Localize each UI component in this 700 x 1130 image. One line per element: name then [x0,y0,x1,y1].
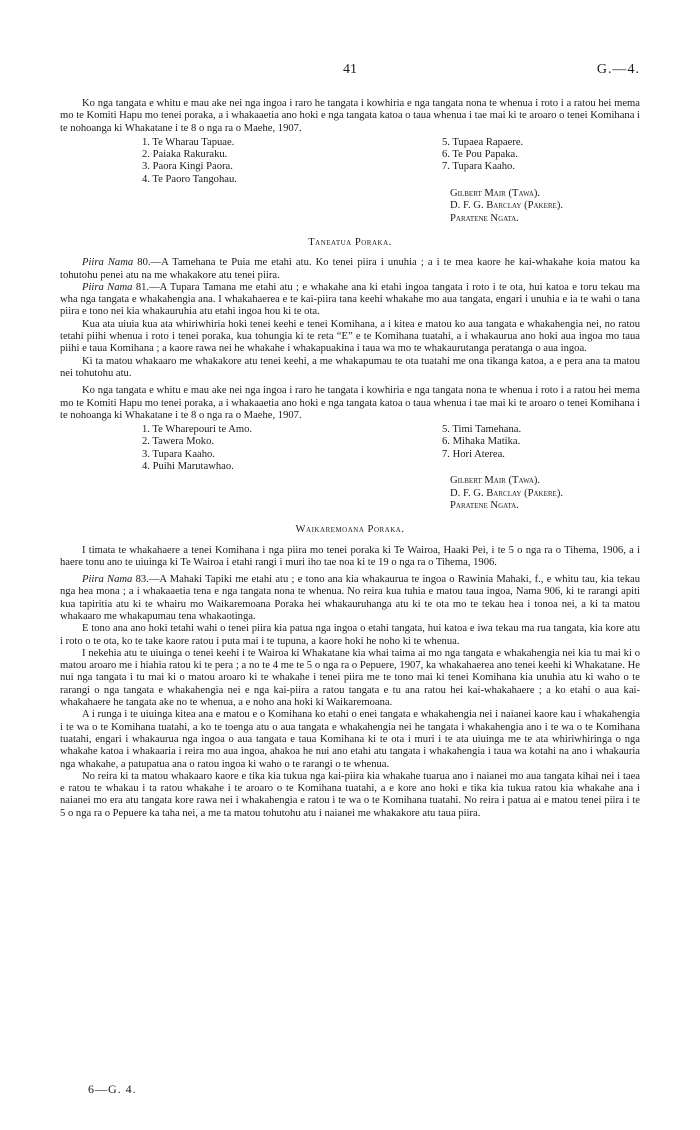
names-column-right [442,137,523,186]
section-heading: Waikaremoana Poraka. [295,524,405,536]
signature-line: Paratene Ngata. [450,212,519,224]
appeal-paragraph [60,574,640,623]
signature-line: Paratene Ngata. [450,499,519,511]
page-number: 41 [343,62,357,77]
list-item: 3. Paora Kingi Paora. [142,161,233,173]
signature-line: D. F. G. Barclay (Pakere). [450,487,564,499]
appeal-text: 81.—A Tupara Tamana me etahi atu ; e whakahe ana ki etahi ingoa tangata i roto i te ota, hui katoa e toru tekau ma wha nga tangata e whakahengia ana. I whakahaerea e te kai-piira tana keehi whakahe mo aua tangata, engari i unuhia e ia te wahi o tana piira e tono nei kia whakauruhia atu etahi ingoa hou ki te ota. [60,281,640,318]
committee-intro-paragraph: Ko nga tangata e whitu e mau ake nei nga ingoa i raro he tangata i kowhiria e nga tangata nona te whenua i roto i a ratou hei mema mo te Komiti Hapu mo tenei poraka, a i whakaaetia ano hoki e nga tangata katoa o taua whenua i tae mai ki te aroaro o tenei Komihana i te nohoanga ki Whakatane i te 8 o nga ra o Maehe, 1907. [60,385,640,421]
names-column-left [60,424,442,473]
appeal-text: 80.—A Tamehana te Puia me etahi atu. Ko tenei piira i unuhia ; a i te mea kaore he kai-whakahe koia matou ka tohutohu penei atu na me whakakore atu tenei piira. [60,257,640,281]
list-item: 7. Tupara Kaaho. [442,161,515,173]
list-item: 6. Mihaka Matika. [442,436,521,448]
body-paragraph: Kua ata uiuia kua ata whiriwhiria hoki tenei keehi e tenei Komihana, a i kitea e matou ko aua tangata e whakahengia nei, no ratou tetahi piihi whenua i roto i tenei poraka, kua tohungia ki te reta “E” e te Komihana tuatahi, a i whakaurua ano hoki aua ingoa mo taua piihi e taua Komihana ; a kaore rawa nei he whakahe i whakapuakina i taua wa mo te whakaurutanga peratanga o aua ingoa. [60,318,640,355]
signature-mark: 6—G. 4. [88,1082,137,1096]
list-item: 3. Tupara Kaaho. [142,448,215,460]
names-column-left [60,137,442,186]
section-heading: Taneatua Poraka. [308,236,392,248]
body-paragraph: I timata te whakahaere a tenei Komihana i nga piira mo tenei poraka ki Te Wairoa, Haaki Pei, i te 5 o nga ra o Tihema, 1906, a i haere tonu ano te uiuinga ki Te Wairoa i etahi rangi i muri iho tae noa ki te 19 o nga ra o Tihema, 1906. [60,544,640,568]
body-paragraph: A i runga i te uiuinga kitea ana e matou e o Komihana ko etahi o enei tangata e whakahengia nei i naianei kaore kau i whakahengia i te wa o te Komihana tuatahi, a ko te toenga atu o aua tangata e whakahengia nei he tangata i whakahengia ano i te wa o te Komihana tuatahi, engari i whakaurua nga ingoa o aua tangata e taua Komihana ki te ota i muri i te ata uiuinga me te ata whiriwhiringa o nga whakahe katoa i whakaaria i reira mo aua ingoa, ahakoa he nui ano etahi atu tangata i whakahengia i taua wa kotahi na ano i whakauria nga whakahe, a patupatua ana o ratou ingoa ki waho o te rarangi o te whenua. [60,709,640,770]
body-paragraph: I nekehia atu te uiuinga o tenei keehi i te Wairoa ki Whakatane kia whai taima ai mo nga tangata e whakahengia nei kia tu mai ki o matou aroaro me i hiahia ratou ki te pera ; a no te 4 me te 5 o nga ra o Pepuere, 1907, ka whakahaerea ano tenei keehi ki Whakatane. He nui nga tangata i tu mai ki o matou aroaro ki te whakahe i tenei piira me te tono mai ki tenei Komihana kia unuhia atu ki waho o te rarangi o nga tangata e whakahengia nei e nga kai-piira a ratou tangata e tu ana ratou hei kai-whakahaere ; a ko etahi o aua kai-whakahaere he tangata ake no te whenua, a e noho ana hoki ki Waikaremoana. [60,647,640,709]
list-item: 6. Te Pou Papaka. [442,149,518,161]
commissioner-signatures [450,188,640,225]
list-item: 1. Te Wharau Tapuae. [142,136,235,148]
committee-names [60,137,640,186]
list-item: 5. Tupaea Rapaere. [442,136,524,148]
names-column-right [442,424,521,473]
appeal-label: Piira Nama [82,574,133,586]
body-paragraph: Ki ta matou whakaaro me whakakore atu tenei keehi, a me whakapumau te ota tuatahi me ona tikanga katoa, a e pera ana ta matou nei tohutohu atu. [60,355,640,379]
list-item: 7. Hori Aterea. [442,448,505,460]
list-item: 4. Te Paoro Tangohau. [142,173,237,185]
signature-line: D. F. G. Barclay (Pakere). [450,200,564,212]
committee-names [60,424,640,473]
appeal-label: Piira Nama [82,257,134,269]
document-reference: G.—4. [596,62,640,77]
appeal-label: Piira Nama [82,281,133,293]
committee-intro-paragraph: Ko nga tangata e whitu e mau ake nei nga ingoa i raro he tangata i kowhiria e nga tangata nona te whenua i roto i a ratou hei mema mo te Komiti Hapu mo tenei poraka, a i whakaaetia ano hoki e nga tangata katoa o taua whenua i tae mai ki te aroaro o tenei Komihana i te nohoanga ki Whakatane i te 8 o nga ra o Maehe, 1907. [60,98,640,134]
list-item: 2. Paiaka Rakuraku. [142,149,228,161]
body-paragraph: No reira ki ta matou whakaaro kaore e tika kia tukua nga kai-piira kia whakahe tuarua ano i naianei mo aua tangata kihai nei i taea e ratou te whakau i ta ratou whakahe i te aroaro o te Komihana tuatahi, a e kore ano hoki e tika kia tukua ratou kia whakahe ana i naianei mo era atu tangata kore rawa nei i whakahengia e ratou i te wa o te Komihana tuatahi. No reira i patua ai e matou tenei piira i te 5 o nga ra o Pepuere ka taha nei, a me ta matou tohutohu atu i naianei me whakakore atu taua piira. [60,770,640,819]
page-body [60,98,640,820]
appeal-paragraph [60,282,640,319]
appeal-paragraph [60,257,640,282]
list-item: 1. Te Wharepouri te Amo. [142,424,253,436]
list-item: 4. Puihi Marutawhao. [142,461,234,473]
appeal-text: 83.—A Mahaki Tapiki me etahi atu ; e tono ana kia whakaurua te ingoa o Rawinia Mahaki, f., e whitu tau, kia tekau nga hea mona ; a i whakaaetia tena e nga tangata nona te whenua. No reira kua tuhia e matou taua ingoa, Nama 906, ki te rarangi apiti kua tapiritia atu ki te whairu mo Waikaremoana Poraka hei whakauruhanga atu ki te ota mo te tekau hea i tonoa nei, a ki ta matou whakaaro me whakapumau tena whakaotinga. [60,574,640,622]
list-item: 2. Tawera Moko. [142,436,215,448]
page-header [60,62,640,82]
commissioner-signatures [450,475,640,512]
signature-line: Gilbert Mair (Tawa). [450,188,541,200]
list-item: 5. Timi Tamehana. [442,424,522,436]
signature-line: Gilbert Mair (Tawa). [450,475,541,487]
body-paragraph: E tono ana ano hoki tetahi wahi o tenei piira kia patua nga ingoa o etahi tangata, hui katoa e iwa tekau ma rua tangata, kia kore atu i roto o te ota, ko te take kaore ratou i puta mai i te tupuna, a kaore hoki he noho ki te whenua. [60,623,640,647]
